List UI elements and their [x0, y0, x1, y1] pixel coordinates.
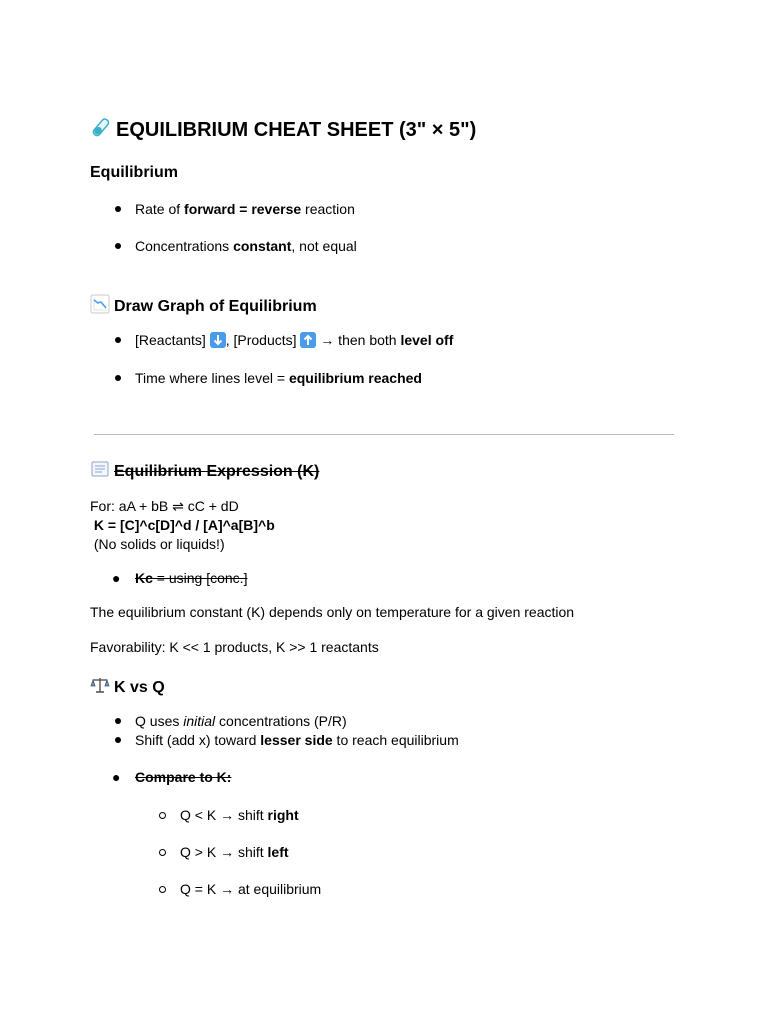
bullet-marker [115, 337, 121, 343]
bullet-bold-text: constant [233, 238, 292, 254]
sub-bullet-marker [159, 886, 166, 893]
bullet-compare [112, 768, 231, 786]
bullet-text: Concentrations [135, 238, 234, 254]
up-arrow-icon [300, 332, 316, 348]
temperature-note: The equilibrium constant (K) depends only on temperature for a given reaction [90, 604, 575, 620]
bullet-text: [Reactants] [135, 332, 210, 348]
bullet-text: Q < K → shift [180, 807, 268, 823]
horizontal-divider [94, 434, 674, 435]
section-heading-equilibrium: Equilibrium [90, 164, 178, 181]
sub-bullet-q-greater [180, 843, 289, 861]
bullet-bold-text: right [267, 807, 299, 823]
bullet-time-level [135, 369, 422, 387]
bullet-text: , [Products] [225, 332, 301, 348]
bullet-shift [135, 731, 459, 749]
bullet-text: = using [conc.] [152, 570, 248, 586]
bullet-text: Rate of [135, 201, 185, 217]
bullet-marker [115, 206, 121, 212]
bullet-text: Q = K → at equilibrium [180, 881, 322, 897]
bullet-text: to reach equilibrium [332, 732, 459, 748]
section-heading-graph-text: Draw Graph of Equilibrium [114, 298, 317, 315]
bullet-text: → then both [316, 332, 401, 348]
page-title-text: EQUILIBRIUM CHEAT SHEET (3" × 5") [116, 119, 477, 141]
sub-bullet-q-less [180, 806, 299, 824]
memo-icon [90, 459, 110, 485]
bullet-italic-text: initial [183, 713, 216, 729]
bullet-text: Q uses [135, 713, 184, 729]
bullet-marker [115, 718, 121, 724]
bullet-bold-text: level off [400, 332, 454, 348]
reaction-line: For: aA + bB ⇌ cC + dD [90, 498, 239, 514]
k-expression: K = [C]^c[D]^d / [A]^a[B]^b [90, 517, 275, 533]
chart-decreasing-icon [90, 294, 110, 320]
down-arrow-icon [210, 332, 226, 348]
section-heading-kq-text: K vs Q [114, 679, 165, 696]
bullet-text: Q > K → shift [180, 844, 268, 860]
bullet-text: concentrations (P/R) [215, 713, 347, 729]
bullet-text: , not equal [291, 238, 357, 254]
favorability-note: Favorability: K << 1 products, K >> 1 reactants [90, 639, 379, 655]
bullet-text: Time where lines level = [135, 370, 289, 386]
bullet-kc [112, 569, 247, 587]
bullet-bold-text: left [267, 844, 289, 860]
bullet-marker: ● [112, 769, 121, 785]
bullet-text: Shift (add x) toward [135, 732, 261, 748]
bullet-marker [115, 243, 121, 249]
bullet-marker [115, 375, 121, 381]
test-tube-icon [90, 117, 112, 145]
bullet-bold-text: Compare to K: [135, 769, 232, 785]
bullet-bold-text: lesser side [260, 732, 333, 748]
bullet-bold-text: forward = reverse [184, 201, 302, 217]
bullet-bold-text: equilibrium reached [288, 370, 422, 386]
k-note: (No solids or liquids!) [90, 536, 225, 552]
sub-bullet-marker [159, 849, 166, 856]
bullet-rate [135, 200, 355, 218]
bullet-concentrations [135, 237, 357, 255]
section-heading-kq [90, 675, 165, 701]
balance-scale-icon [90, 675, 110, 701]
section-heading-expression-text: Equilibrium Expression (K) [114, 463, 320, 480]
bullet-q-initial [135, 712, 347, 730]
sub-bullet-q-equal [180, 880, 321, 898]
page-title [90, 117, 476, 145]
bullet-text: reaction [301, 201, 355, 217]
bullet-reactants-products [135, 331, 453, 349]
sub-bullet-marker [159, 812, 166, 819]
bullet-marker [115, 737, 121, 743]
bullet-bold-text: Kc [135, 570, 153, 586]
section-heading-expression [90, 459, 319, 485]
bullet-marker: ● [112, 570, 121, 586]
section-heading-graph [90, 294, 317, 320]
